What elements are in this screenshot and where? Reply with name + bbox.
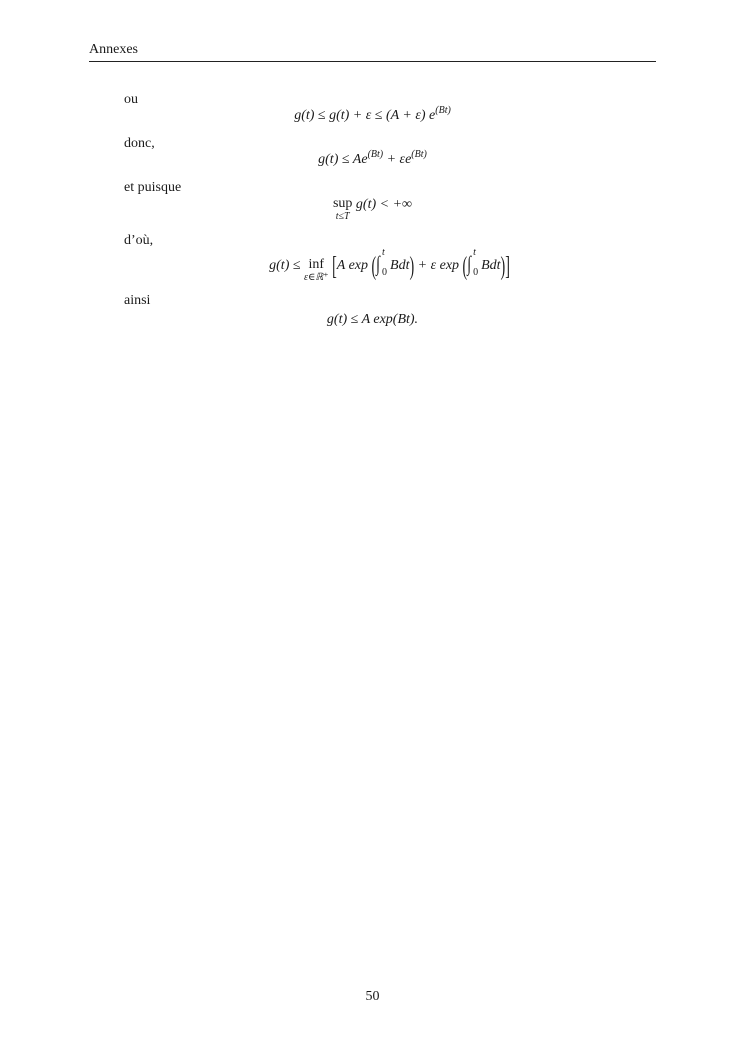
eq5-text: g(t) ≤ A exp(Bt). — [326, 312, 419, 327]
integrand-1: Bdt — [390, 258, 410, 273]
text-d-ou: d’où, — [124, 233, 154, 248]
page-number: 50 — [365, 989, 380, 1004]
eq2-exponent-2: (Bt) — [411, 149, 427, 160]
equation-5 — [0, 312, 745, 328]
left-paren-2: ( — [462, 253, 468, 283]
text-donc: donc, — [124, 136, 155, 151]
left-bracket: [ — [332, 253, 337, 283]
eq2-part-b: + εe — [383, 152, 412, 167]
integral-sign-2: ∫ — [467, 254, 472, 277]
text-et-puisque: et puisque — [124, 180, 182, 195]
eq1-main: g(t) ≤ g(t) + ε ≤ (A + ε) e — [294, 108, 436, 123]
text-ou: ou — [124, 92, 138, 107]
integral-1-upper: t — [382, 246, 385, 258]
eq1-exponent: (Bt) — [435, 105, 451, 116]
text-ainsi: ainsi — [124, 293, 151, 308]
right-paren-1: ) — [409, 253, 415, 283]
right-paren-2: ) — [500, 253, 506, 283]
eq2-exponent-1: (Bt) — [367, 149, 384, 160]
inf-operator: inf — [308, 257, 325, 272]
equation-3 — [0, 197, 745, 222]
eq3-rest: g(t) < +∞ — [352, 197, 413, 212]
inf-subscript: ε∈ℝ⁺ — [304, 272, 329, 283]
eq4-term-2: + ε exp — [417, 258, 460, 273]
eq4-lhs: g(t) ≤ — [269, 258, 305, 273]
sup-operator: sup — [332, 196, 353, 211]
running-header: Annexes — [89, 42, 138, 57]
equation-4 — [0, 246, 745, 283]
integral-2-lower: 0 — [473, 266, 479, 278]
integrand-2: Bdt — [481, 258, 501, 273]
equation-1 — [0, 105, 745, 124]
eq2-part-a: g(t) ≤ Ae — [318, 152, 368, 167]
sup-subscript: t≤T — [335, 211, 350, 222]
integral-1-lower: 0 — [382, 266, 388, 278]
header-rule — [89, 61, 656, 62]
right-bracket: ] — [505, 253, 510, 283]
integral-sign-1: ∫ — [376, 254, 381, 277]
integral-2-upper: t — [473, 246, 476, 258]
eq4-term-1: A exp — [336, 258, 368, 273]
left-paren-1: ( — [371, 253, 377, 283]
equation-2 — [0, 149, 745, 168]
